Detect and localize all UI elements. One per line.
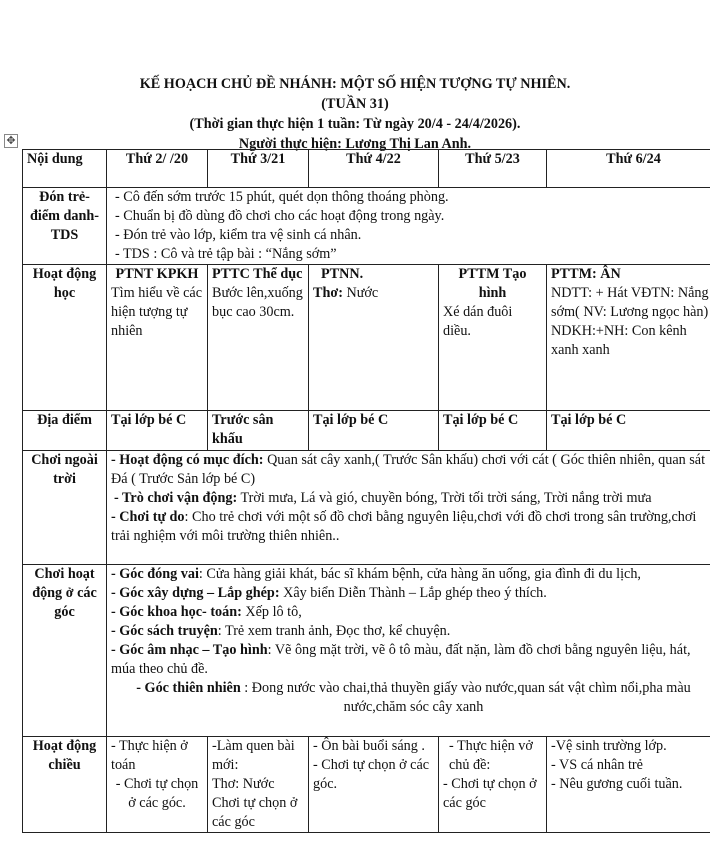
table-row-hoat-dong-hoc (23, 265, 710, 411)
hdh-fri-title: PTTM: ÂN (551, 266, 621, 282)
chieu-mon-line-1: - Thực hiện ở toán (111, 738, 188, 773)
chieu-fri-cell (547, 737, 710, 833)
goc-item-5-text: : Vẽ ông mặt trời, vẽ ô tô màu, đất nặn, làm đồ chơi bằng nguyên liệu, hát, múa theo chủ đề. (111, 642, 691, 677)
don-tre-line-2: - Chuẩn bị đồ dùng đồ chơi cho các hoạt động trong ngày. (115, 208, 445, 224)
chieu-thu-cell (439, 737, 547, 833)
author-label: Người thực hiện: Lương Thị Lan Anh. (238, 136, 472, 152)
chieu-tue-line-2: Thơ: Nước (212, 776, 275, 792)
row-label-choi-cac-goc: Chơi hoạt động ở các góc (23, 565, 107, 737)
cnt-item-2-bold: - Trò chơi vận động: (114, 490, 238, 506)
table-row-dia-diem (23, 411, 710, 451)
hdh-wed-cell (309, 265, 439, 411)
hdh-tue-body: Bước lên,xuống bục cao 30cm. (212, 285, 303, 320)
cnt-item-1-text: Quan sát cây xanh,( Trước Sân khấu) chơi với cát ( Góc thiên nhiên, quan sát Đá ( Trước Sản lớp bé C) (111, 452, 706, 487)
don-tre-line-1: - Cô đến sớm trước 15 phút, quét dọn thông thoáng phòng. (115, 189, 449, 205)
hdh-mon-title: PTNT KPKH (115, 266, 199, 282)
cnt-item-2 (111, 489, 710, 508)
header-cell-thu: Thứ 5/23 (439, 150, 547, 188)
hdh-thu-body: Xé dán đuôi diều. (443, 304, 513, 339)
table-row-hoat-dong-chieu (23, 737, 710, 833)
cnt-item-3-bold: - Chơi tự do (111, 509, 185, 525)
don-tre-line-3: - Đón trẻ vào lớp, kiểm tra vệ sinh cá nhân. (115, 227, 362, 243)
table-row-choi-ngoai-troi (23, 451, 710, 565)
goc-item-4-bold: - Góc sách truyện (111, 623, 218, 639)
hdh-wed-sub-bold: Thơ: (313, 285, 343, 301)
choi-cac-goc-content (107, 565, 710, 737)
chieu-mon-line-2: - Chơi tự chọn ở các góc. (115, 776, 199, 811)
hdh-fri-body: NDTT: + Hát VĐTN: Nắng sớm( NV: Lương ngọc hàn) NDKH:+NH: Con kênh xanh xanh (551, 285, 709, 358)
chieu-thu-line-2: - Chơi tự chọn ở các góc (443, 776, 537, 811)
hdh-thu-cell (439, 265, 547, 411)
chieu-wed-line-1: - Ôn bài buổi sáng . (313, 738, 425, 754)
chieu-mon-cell (107, 737, 208, 833)
goc-item-2 (111, 584, 710, 603)
header-cell-content: Nội dung (23, 150, 107, 188)
chieu-fri-line-3: - Nêu gương cuối tuần. (551, 776, 683, 792)
plan-title: KẾ HOẠCH CHỦ ĐỀ NHÁNH: MỘT SỐ HIỆN TƯỢNG TỰ NHIÊN. (139, 76, 571, 92)
table-row-don-tre (23, 188, 710, 265)
goc-item-1-text: : Cửa hàng giải khát, bác sĩ khám bệnh, cửa hàng ăn uống, gia đình đi du lịch, (198, 566, 641, 582)
goc-item-6 (111, 679, 710, 717)
goc-item-1 (111, 565, 710, 584)
hdh-wed-title: PTNN. (321, 266, 364, 282)
cnt-item-1-bold: - Hoạt động có mục đích: (111, 452, 264, 468)
dia-diem-mon: Tại lớp bé C (107, 411, 208, 451)
don-tre-line-4: - TDS : Cô và trẻ tập bài : “Nắng sớm” (115, 246, 337, 262)
goc-item-3-text: Xếp lô tô, (241, 604, 302, 620)
goc-item-1-bold: - Góc đóng vai (111, 566, 199, 582)
chieu-wed-cell (309, 737, 439, 833)
cnt-item-3 (111, 508, 710, 546)
dia-diem-tue: Trước sân khấu (208, 411, 309, 451)
cnt-item-3-text: : Cho trẻ chơi với một số đồ chơi bằng nguyên liệu,chơi với đồ chơi trong sân trường,chơi trải nghiệm với môi trường thiên nhiên.. (111, 509, 697, 544)
chieu-thu-line-1: - Thực hiện vở chủ đề: (449, 738, 533, 773)
don-tre-content (107, 188, 710, 265)
chieu-fri-line-2: - VS cá nhân trẻ (551, 757, 643, 773)
goc-item-2-bold: - Góc xây dựng – Lắp ghép: (111, 585, 280, 601)
chieu-fri-line-1: -Vệ sinh trường lớp. (551, 738, 667, 754)
hdh-tue-cell (208, 265, 309, 411)
hdh-wed-sub (313, 284, 434, 303)
header-cell-mon: Thứ 2/ /20 (107, 150, 208, 188)
row-label-dia-diem: Địa điểm (23, 411, 107, 451)
row-label-don-tre: Đón trẻ- điểm danh- TDS (23, 188, 107, 265)
goc-item-6-text: : Đong nước vào chai,thả thuyền giấy vào nước,quan sát vật chìm nổi,pha màu nước,chăm sóc cây xanh (240, 680, 691, 715)
chieu-wed-line-2: - Chơi tự chọn ở các góc. (313, 757, 430, 792)
goc-item-4 (111, 622, 710, 641)
row-label-hoat-dong-chieu: Hoạt động chiều (23, 737, 107, 833)
table-row-choi-cac-goc (23, 565, 710, 737)
hdh-wed-sub-text: Nước (342, 285, 379, 301)
goc-item-5 (111, 641, 710, 679)
hdh-fri-cell (547, 265, 710, 411)
hdh-mon-cell (107, 265, 208, 411)
cnt-item-2-text: Trời mưa, Lá và gió, chuyền bóng, Trời tối trời sáng, Trời nắng trời mưa (237, 490, 652, 506)
cnt-item-1 (111, 451, 710, 489)
goc-item-5-bold: - Góc âm nhạc – Tạo hình (111, 642, 268, 658)
page-header (0, 74, 710, 154)
plan-table (22, 149, 710, 833)
chieu-tue-cell (208, 737, 309, 833)
row-label-choi-ngoai-troi: Chơi ngoài trời (23, 451, 107, 565)
row-label-hoat-dong-hoc: Hoạt động học (23, 265, 107, 411)
hdh-tue-title: PTTC Thể dục (212, 266, 303, 282)
goc-item-3 (111, 603, 710, 622)
header-cell-tue: Thứ 3/21 (208, 150, 309, 188)
goc-item-2-text: Xây biển Diễn Thành – Lắp ghép theo ý thích. (279, 585, 547, 601)
hdh-mon-body: Tìm hiểu về các hiện tượng tự nhiên (111, 285, 202, 339)
period-label: (Thời gian thực hiện 1 tuần: Từ ngày 20/4 - 24/4/2026). (189, 116, 521, 132)
chieu-tue-line-1: -Làm quen bài mới: (212, 738, 295, 773)
goc-item-6-bold: - Góc thiên nhiên (136, 680, 241, 696)
dia-diem-wed: Tại lớp bé C (309, 411, 439, 451)
header-cell-fri: Thứ 6/24 (547, 150, 710, 188)
week-label: (TUẦN 31) (321, 96, 389, 112)
goc-item-3-bold: - Góc khoa học- toán: (111, 604, 242, 620)
goc-item-4-text: : Trẻ xem tranh ảnh, Đọc thơ, kể chuyện. (217, 623, 451, 639)
table-header-row (23, 150, 710, 188)
chieu-tue-line-3: Chơi tự chọn ở các góc (212, 795, 298, 830)
choi-ngoai-troi-content (107, 451, 710, 565)
dia-diem-fri: Tại lớp bé C (547, 411, 710, 451)
header-cell-wed: Thứ 4/22 (309, 150, 439, 188)
dia-diem-thu: Tại lớp bé C (439, 411, 547, 451)
move-cross-icon[interactable]: ✥ (4, 134, 18, 148)
hdh-thu-title: PTTM Tạo hình (458, 266, 527, 301)
